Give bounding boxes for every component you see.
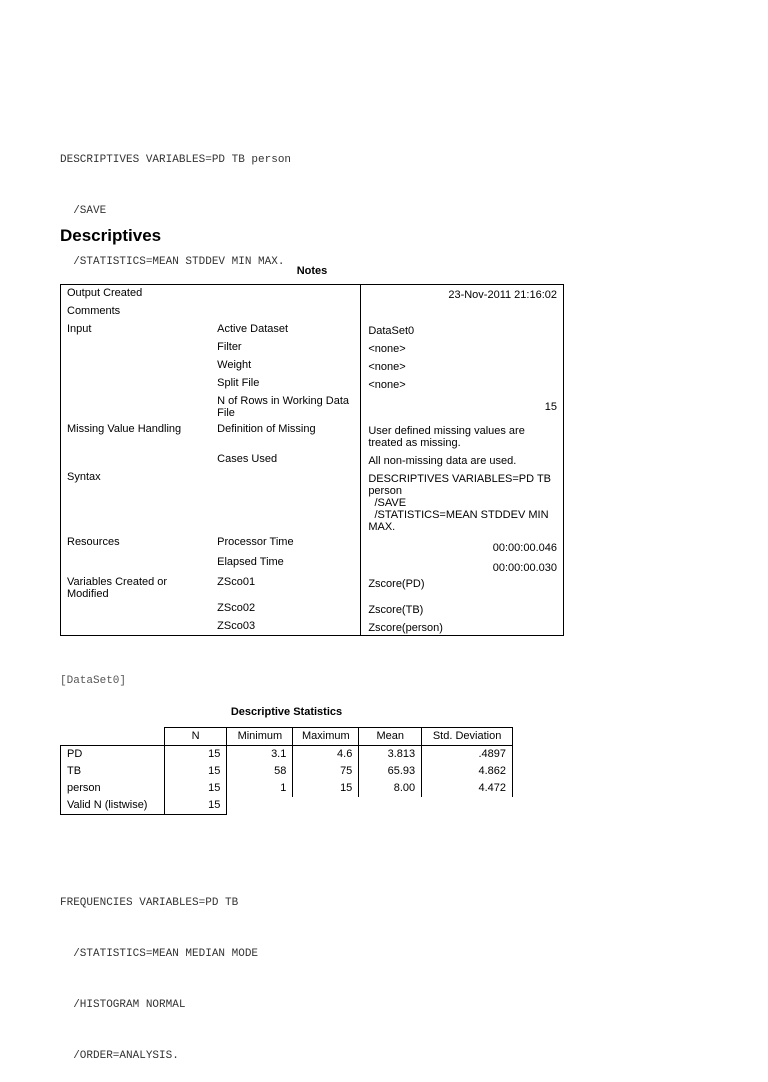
- notes-row: [61, 285, 564, 303]
- notes-value-cell: All non-missing data are used.: [361, 451, 564, 469]
- stats-value-cell: 15: [164, 763, 227, 780]
- notes-row: [61, 534, 564, 554]
- notes-item-cell: Filter: [217, 340, 242, 353]
- notes-item-cell: Elapsed Time: [217, 555, 284, 568]
- syntax-line: /SAVE: [60, 205, 107, 217]
- stats-row-label: Valid N (listwise): [61, 797, 165, 815]
- stats-value-cell: 8.00: [359, 780, 422, 797]
- notes-row: [61, 421, 564, 451]
- notes-row: [61, 303, 564, 321]
- stats-value-cell: 1: [227, 780, 293, 797]
- notes-value-cell: Zscore(PD): [361, 574, 564, 600]
- notes-category-cell: [61, 600, 212, 618]
- stats-value-cell: 15: [164, 780, 227, 797]
- notes-item-cell: [211, 285, 361, 303]
- notes-category-cell: Output Created: [67, 287, 143, 299]
- stats-value-cell: [293, 797, 359, 815]
- syntax-line: /STATISTICS=MEAN MEDIAN MODE: [60, 948, 259, 960]
- notes-row: [61, 321, 564, 339]
- notes-value-cell: DESCRIPTIVES VARIABLES=PD TB person /SAVE /STATISTICS=MEAN STDDEV MIN MAX.: [361, 469, 564, 534]
- dataset-label: [DataSet0]: [60, 675, 127, 687]
- stats-value-cell: 3.1: [227, 746, 293, 764]
- stats-corner-cell: [61, 728, 165, 746]
- notes-value-cell: Zscore(person): [361, 618, 564, 636]
- stats-value-cell: 4.862: [422, 763, 513, 780]
- stats-value-cell: 15: [164, 797, 227, 815]
- stats-column-header: N: [164, 728, 227, 746]
- notes-category-cell: [61, 339, 212, 357]
- notes-value-cell: 00:00:00.030: [361, 554, 564, 574]
- stats-row: [61, 797, 513, 815]
- notes-category-cell: [61, 375, 212, 393]
- stats-row: [61, 780, 513, 797]
- notes-item-cell: Cases Used: [217, 452, 278, 465]
- notes-row: [61, 600, 564, 618]
- notes-row: [61, 451, 564, 469]
- notes-category-cell: [61, 393, 212, 421]
- stats-value-cell: [422, 797, 513, 815]
- notes-row: [61, 554, 564, 574]
- notes-item-cell: N of Rows in Working Data File: [217, 394, 350, 419]
- stats-value-cell: 75: [293, 763, 359, 780]
- descriptive-statistics-table: [60, 727, 513, 815]
- stats-row-label: TB: [61, 763, 165, 780]
- syntax-line: FREQUENCIES VARIABLES=PD TB: [60, 897, 239, 909]
- notes-category-cell: Comments: [67, 304, 121, 317]
- stats-value-cell: 58: [227, 763, 293, 780]
- notes-value-cell: <none>: [361, 357, 564, 375]
- stats-value-cell: [359, 797, 422, 815]
- notes-value-cell: 15: [361, 393, 564, 421]
- stats-value-cell: [227, 797, 293, 815]
- notes-value-cell: DataSet0: [361, 321, 564, 339]
- notes-item-cell: Split File: [217, 376, 260, 389]
- notes-category-cell: Resources: [67, 535, 120, 548]
- notes-item-cell: Definition of Missing: [217, 422, 316, 435]
- notes-row: [61, 393, 564, 421]
- notes-category-cell: Variables Created or Modified: [67, 575, 168, 600]
- stats-column-header: Minimum: [227, 728, 293, 746]
- syntax-block-descriptives: [60, 118, 291, 288]
- syntax-line: /ORDER=ANALYSIS.: [60, 1050, 179, 1062]
- stats-value-cell: 3.813: [359, 746, 422, 764]
- notes-category-cell: [61, 618, 212, 636]
- notes-item-cell: Weight: [217, 358, 252, 371]
- notes-row: [61, 469, 564, 534]
- notes-category-cell: [61, 451, 212, 469]
- stats-row-label: PD: [61, 746, 165, 764]
- notes-value-cell: <none>: [361, 375, 564, 393]
- notes-category-cell: Missing Value Handling: [67, 422, 182, 435]
- stats-column-header: Std. Deviation: [422, 728, 513, 746]
- notes-row: [61, 618, 564, 636]
- stats-row-label: person: [61, 780, 165, 797]
- notes-table: [60, 284, 564, 636]
- notes-item-cell: Active Dataset: [217, 322, 289, 335]
- section-heading: Descriptives: [60, 226, 162, 245]
- notes-value-cell: 23-Nov-2011 21:16:02: [361, 285, 564, 303]
- stats-table-title: Descriptive Statistics: [230, 706, 343, 718]
- notes-item-cell: [211, 303, 361, 321]
- notes-item-cell: ZSco03: [217, 619, 256, 632]
- notes-category-cell: Input: [67, 322, 92, 335]
- notes-category-cell: [61, 554, 212, 574]
- notes-category-cell: [61, 357, 212, 375]
- syntax-line: /HISTOGRAM NORMAL: [60, 999, 186, 1011]
- notes-value-cell: 00:00:00.046: [361, 534, 564, 554]
- notes-row: [61, 574, 564, 600]
- notes-value-cell: User defined missing values are treated as missing.: [361, 421, 564, 451]
- notes-value-cell: Zscore(TB): [361, 600, 564, 618]
- notes-value-cell: [361, 303, 564, 321]
- notes-item-cell: [211, 469, 361, 534]
- stats-column-header: Mean: [359, 728, 422, 746]
- notes-item-cell: ZSco02: [217, 601, 256, 614]
- notes-item-cell: Processor Time: [217, 535, 294, 548]
- notes-category-cell: Syntax: [67, 470, 101, 483]
- notes-row: [61, 339, 564, 357]
- stats-value-cell: 65.93: [359, 763, 422, 780]
- syntax-line: DESCRIPTIVES VARIABLES=PD TB person: [60, 154, 292, 166]
- stats-value-cell: 15: [164, 746, 227, 764]
- stats-value-cell: 15: [293, 780, 359, 797]
- stats-value-cell: 4.472: [422, 780, 513, 797]
- notes-row: [61, 357, 564, 375]
- stats-column-header: Maximum: [293, 728, 359, 746]
- notes-table-title: Notes: [296, 265, 328, 277]
- stats-row: [61, 746, 513, 764]
- stats-value-cell: .4897: [422, 746, 513, 764]
- syntax-line: /STATISTICS=MEAN STDDEV MIN MAX.: [60, 256, 285, 268]
- notes-row: [61, 375, 564, 393]
- stats-value-cell: 4.6: [293, 746, 359, 764]
- stats-row: [61, 763, 513, 780]
- syntax-block-frequencies: [60, 861, 258, 1082]
- notes-item-cell: ZSco01: [217, 575, 256, 588]
- notes-value-cell: <none>: [361, 339, 564, 357]
